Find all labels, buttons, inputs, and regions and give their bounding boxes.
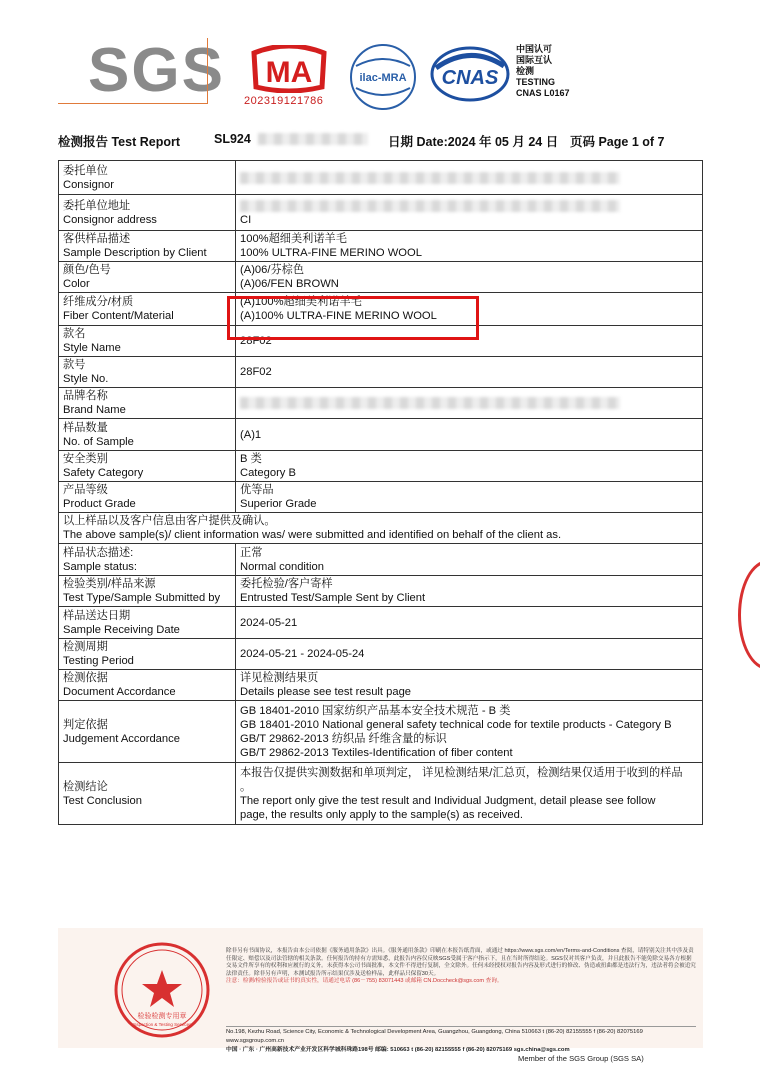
stamp-text: 检验检测专用章 <box>137 1012 187 1020</box>
table-row <box>59 544 703 576</box>
row-label: 样品数量 No. of Sample <box>59 419 236 451</box>
judgement-line: GB 18401-2010 National general safety technical code for textile products - Category B <box>240 718 672 731</box>
row-label: 品牌名称 Brand Name <box>59 388 236 419</box>
report-info-table <box>58 160 703 825</box>
row-value <box>236 451 703 482</box>
row-label: 委托单位 Consignor <box>59 161 236 195</box>
table-row <box>59 607 703 639</box>
value-line-2: Entrusted Test/Sample Sent by Client <box>240 592 426 604</box>
value-line-1: (A)06/芬棕色 <box>240 264 305 276</box>
red-stamp-edge <box>738 560 760 670</box>
value-line-1: 100%超细美利诺羊毛 <box>240 233 347 245</box>
row-value <box>236 482 703 513</box>
value-line-1: 2024-05-21 - 2024-05-24 <box>240 648 365 660</box>
inspection-stamp <box>112 940 212 1040</box>
row-value <box>236 161 703 195</box>
row-value <box>236 639 703 670</box>
row-label: 客供样品描述 Sample Description by Client <box>59 231 236 262</box>
value-line-2: Superior Grade <box>240 498 317 510</box>
value-line-1: (A)100%超细美利诺羊毛 <box>240 296 362 308</box>
conclusion-line: page, the results only apply to the sample(s) as received. <box>240 808 523 821</box>
sgs-group-member: Member of the SGS Group (SGS SA) <box>518 1054 644 1063</box>
cnas-logo <box>430 44 510 104</box>
redacted-report-number <box>258 132 368 146</box>
address-block: No.198, Kezhu Road, Science City, Economic & Technological Development Area, Guangzhou, Guangdong, China 510663 t (86-20) 82155555 f (86-20) 82075169 www.sgsgroup.com.cn 中国 · 广东 · 广州高新技术产业开发区科学城科珠路198号 邮编: 510663 t (86-20) 82155555 f (86-20) 82075169 sgs.china@sgs.com <box>226 1026 696 1055</box>
value-line-1: (A)1 <box>240 428 262 441</box>
conclusion-line: 。 <box>240 780 252 793</box>
fiber-content-highlight-box <box>227 296 479 340</box>
report-number: SL924 <box>214 132 251 146</box>
table-row <box>59 161 703 195</box>
row-value <box>236 544 703 576</box>
conclusion-row: 检测结论 Test Conclusion 本报告仅提供实测数据和单项判定， 详见检测结果/汇总页，检测结果仅适用于收到的样品 。 The report only give the test result and Individual Judgment, detail please see follow page, the results only apply to the sample(s) as received. <box>59 763 703 825</box>
conclusion-line: The report only give the test result and Individual Judgment, detail please see follow <box>240 794 656 807</box>
table-row <box>59 262 703 293</box>
row-label: 检测依据 Document Accordance <box>59 670 236 701</box>
stamp-text-en: Inspection & Testing Services <box>132 1022 192 1027</box>
ilac-mra-logo <box>346 42 420 112</box>
conclusion-line: 本报告仅提供实测数据和单项判定， 详见检测结果/汇总页，检测结果仅适用于收到的样品 <box>240 766 683 779</box>
value-line-2: Details please see test result page <box>240 686 412 698</box>
table-row <box>59 670 703 701</box>
table-row <box>59 231 703 262</box>
row-label: 安全类别 Safety Category <box>59 451 236 482</box>
value-line-1: 正常 <box>240 546 263 559</box>
row-label: 颜色/色号 Color <box>59 262 236 293</box>
report-page: 页码 Page 1 of 7 <box>570 135 665 149</box>
judgement-line: GB/T 29862-2013 纺织品 纤维含量的标识 <box>240 732 447 745</box>
value-line-1: 详见检测结果页 <box>240 672 319 684</box>
row-value <box>236 388 703 419</box>
judgement-line: GB 18401-2010 国家纺织产品基本安全技术规范 - B 类 <box>240 704 511 717</box>
table-row <box>59 576 703 607</box>
table-row <box>59 195 703 231</box>
table-row <box>59 357 703 388</box>
verification-notice: 注意：检测/检验报告或证书的真实性，请通过电话 (86－755) 83071443 或邮箱 CN.Doccheck@sgs.com 查询。 <box>226 978 503 985</box>
value-line-2: 100% ULTRA-FINE MERINO WOOL <box>240 247 422 259</box>
svg-text:MA: MA <box>265 56 313 89</box>
row-label: 样品状态描述: Sample status: <box>59 544 236 576</box>
row-label: 产品等级 Product Grade <box>59 482 236 513</box>
value-line-1: 优等品 <box>240 484 274 496</box>
row-label: 纤维成分/材质 Fiber Content/Material <box>59 293 236 326</box>
table-row <box>59 451 703 482</box>
ilac-label: ilac-MRA <box>359 72 407 84</box>
terms-text: 除非另有书面协议，本报告由本公司依据《服务通用条款》出具。《服务通用条款》印刷在本报告纸背面，或通过 https://www.sgs.com/en/Terms-and-Conditions 查阅，请特别关注其中涉及责任限定、赔偿以及司法管辖的相关条款。任何报告的持有方需知悉，此报告内容仅反映SGS受属于客户指示下，且在当时所得结论。SGS仅对其客户负责，并且此报告不能免除交易各方根据交易文件所享有的权利和应履行的义务。未获得本公司书面批准，本文件不得进行复制，全文除外。任何未经授权对报告内容及形式进行的修改、伪造或扭曲都是违法行为，违法者将会被追究法律责任。除非另有声明，本测试报告所示结果仅涉及送检样品，此样品只保留30天。 注意：检测/检验报告或证书的真实性，请通过电话 (86－755) 83071443 或邮箱 CN.Doccheck@sgs.com 查询。 <box>226 948 696 985</box>
report-title: 检测报告 Test Report <box>58 135 180 149</box>
cma-number: 202319121786 <box>244 95 324 107</box>
table-row <box>59 639 703 670</box>
value-line-1: 委托检验/客户寄样 <box>240 578 333 590</box>
row-label: 检验类别/样品来源 Test Type/Sample Submitted by <box>59 576 236 607</box>
row-label: 委托单位地址 Consignor address <box>59 195 236 231</box>
table-row <box>59 419 703 451</box>
value-line-1: 2024-05-21 <box>240 616 298 629</box>
row-label: 款名 Style Name <box>59 326 236 357</box>
cma-logo <box>244 45 334 93</box>
row-value <box>236 231 703 262</box>
cnas-label: CNAS <box>441 67 499 89</box>
row-value <box>236 262 703 293</box>
table-row <box>59 388 703 419</box>
row-value <box>236 357 703 388</box>
value-line-1: 28F02 <box>240 335 272 347</box>
logo-divider-vertical <box>207 38 208 104</box>
logo-divider <box>58 103 208 104</box>
report-date: 日期 Date:2024 年 05 月 24 日 <box>388 135 559 149</box>
statement-row: 以上样品以及客户信息由客户提供及确认。 The above sample(s)/ client information was/ were submitted and identified on behalf of the client as. <box>59 513 703 544</box>
value-line-2: (A)06/FEN BROWN <box>240 278 339 290</box>
row-value <box>236 576 703 607</box>
row-value <box>236 419 703 451</box>
row-label: 样品送达日期 Sample Receiving Date <box>59 607 236 639</box>
judgement-row: 判定依据 Judgement Accordance GB 18401-2010 国家纺织产品基本安全技术规范 - B 类 GB 18401-2010 National general safety technical code for textile products - Category B GB/T 29862-2013 纺织品 纤维含量的标识 GB/T 29862-2013 Textiles-Identification of fiber content <box>59 701 703 763</box>
cnas-accreditation-text: 中国认可 国际互认 检测 TESTING CNAS L0167 <box>516 44 570 98</box>
row-value: CI <box>236 195 703 231</box>
sgs-logo: SGS <box>88 36 225 105</box>
value-line-1: B 类 <box>240 453 262 465</box>
row-label: 检测周期 Testing Period <box>59 639 236 670</box>
row-value <box>236 607 703 639</box>
row-label: 款号 Style No. <box>59 357 236 388</box>
judgement-line: GB/T 29862-2013 Textiles-Identification of fiber content <box>240 746 513 759</box>
value-line-1: 28F02 <box>240 366 272 378</box>
value-line-2: Normal condition <box>240 560 324 573</box>
row-value <box>236 670 703 701</box>
report-header-line <box>58 132 708 148</box>
table-row <box>59 482 703 513</box>
value-line-2: (A)100% ULTRA-FINE MERINO WOOL <box>240 310 437 322</box>
value-line-2: Category B <box>240 467 296 479</box>
